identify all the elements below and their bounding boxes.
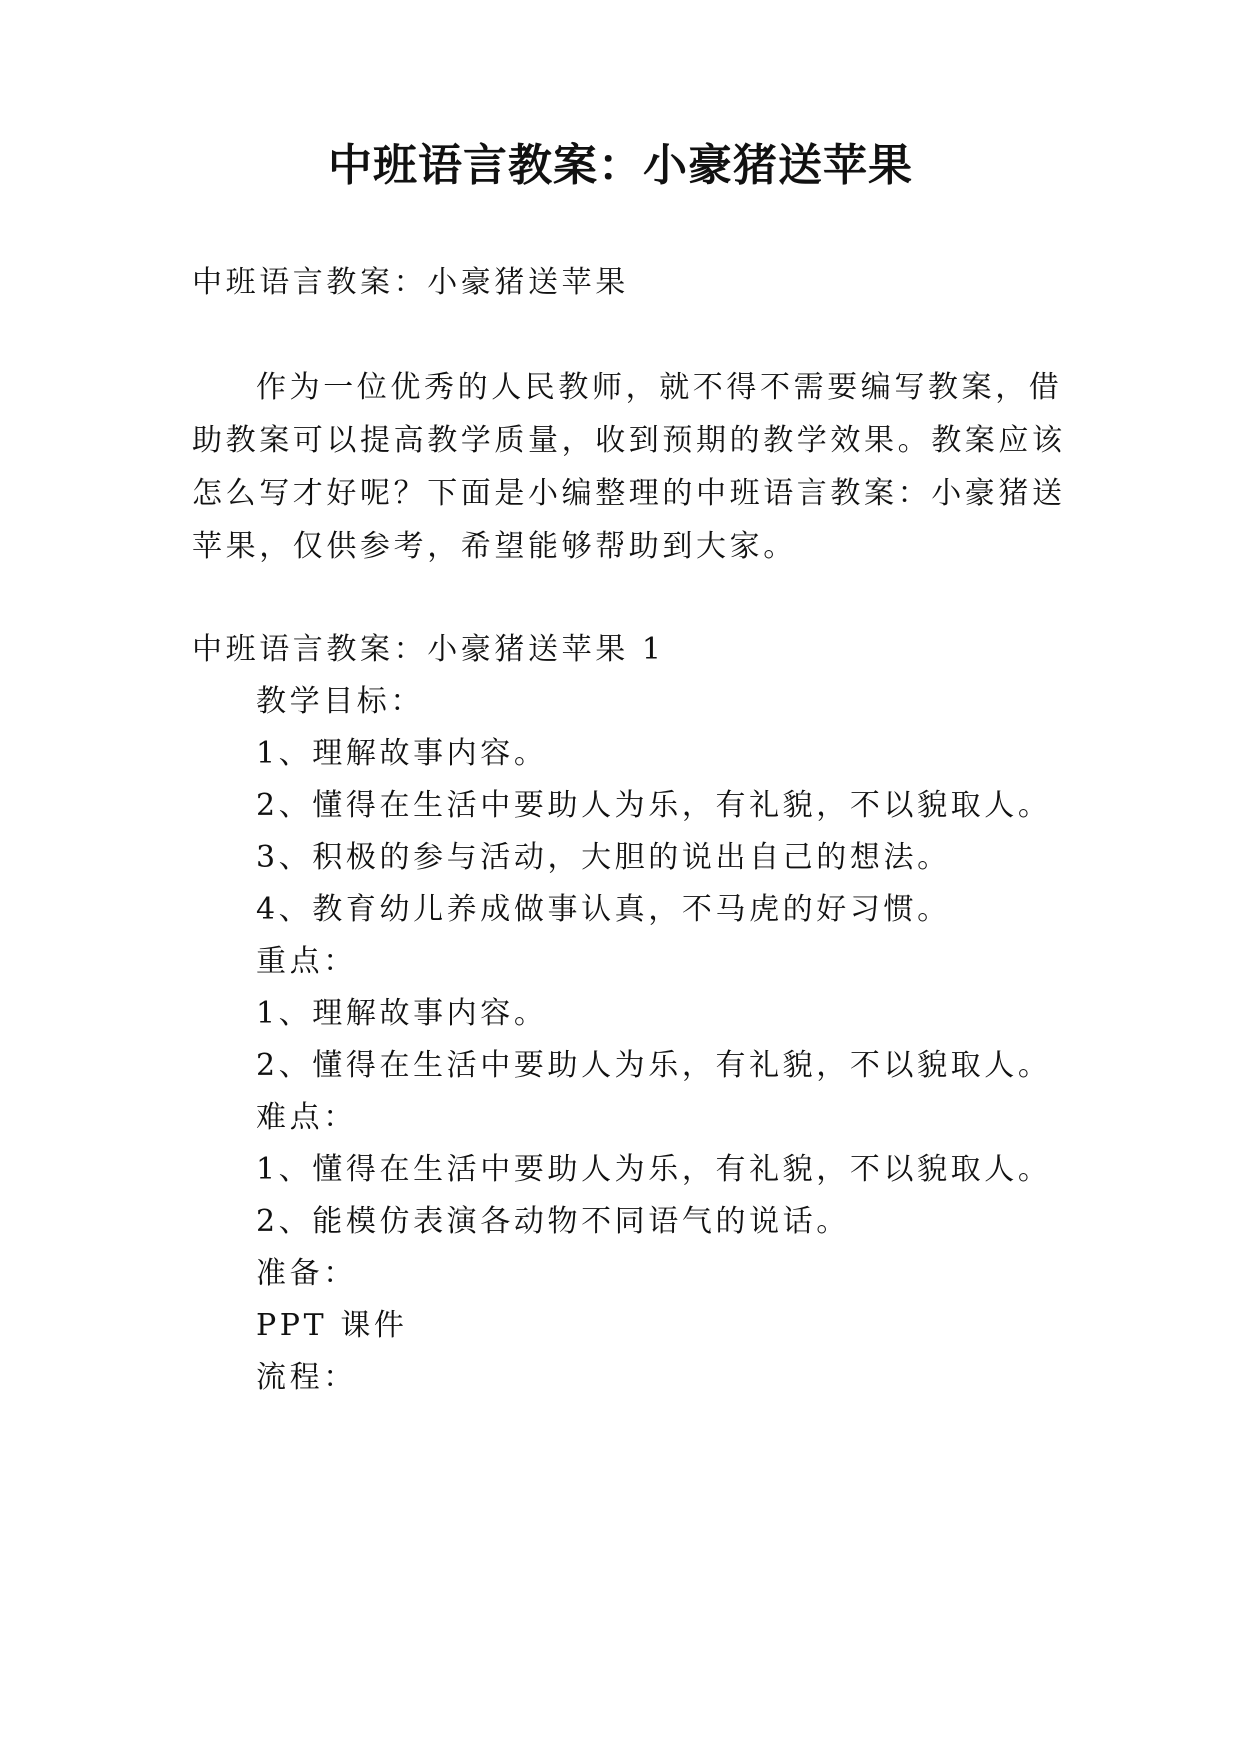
intro-line-4: 苹果，仅供参考，希望能够帮助到大家。 [192, 529, 797, 564]
objective-item-4: 4、教育幼儿养成做事认真，不马虎的好习惯。 [256, 892, 951, 927]
process-label: 流程： [256, 1360, 357, 1395]
objective-item-3: 3、积极的参与活动，大胆的说出自己的想法。 [256, 840, 951, 875]
objective-item-2: 2、懂得在生活中要助人为乐，有礼貌，不以貌取人。 [256, 788, 1052, 823]
key-point-item-1: 1、理解故事内容。 [256, 996, 548, 1031]
page-title: 中班语言教案：小豪猪送苹果 [328, 140, 913, 191]
key-point-item-2: 2、懂得在生活中要助人为乐，有礼貌，不以貌取人。 [256, 1048, 1052, 1083]
intro-line-3: 怎么写才好呢？下面是小编整理的中班语言教案：小豪猪送 [192, 476, 1066, 511]
objectives-label: 教学目标： [256, 684, 424, 719]
key-points-label: 重点： [256, 944, 357, 979]
preparation-item: PPT 课件 [256, 1308, 408, 1343]
intro-line-2: 助教案可以提高教学质量，收到预期的教学效果。教案应该 [192, 423, 1066, 458]
section-heading: 中班语言教案：小豪猪送苹果 1 [192, 632, 665, 667]
difficulty-item-1: 1、懂得在生活中要助人为乐，有礼貌，不以貌取人。 [256, 1152, 1052, 1187]
difficulty-item-2: 2、能模仿表演各动物不同语气的说话。 [256, 1204, 850, 1239]
intro-line-1: 作为一位优秀的人民教师，就不得不需要编写教案，借 [256, 370, 1063, 405]
document-subtitle: 中班语言教案：小豪猪送苹果 [192, 265, 629, 300]
objective-item-1: 1、理解故事内容。 [256, 736, 548, 771]
preparation-label: 准备： [256, 1256, 357, 1291]
difficulties-label: 难点： [256, 1100, 357, 1135]
